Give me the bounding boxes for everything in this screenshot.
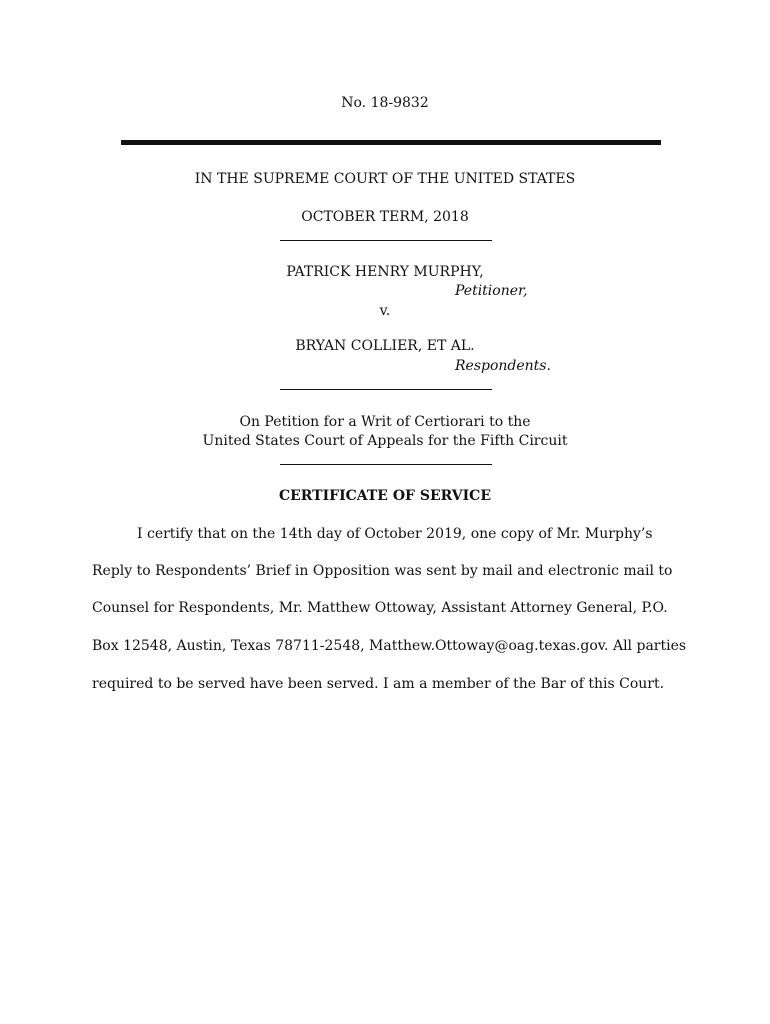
body-text-line: Box 12548, Austin, Texas 78711-2548, Matthew.Ottoway@oag.texas.gov. All parties xyxy=(92,638,687,654)
certificate-heading: CERTIFICATE OF SERVICE xyxy=(278,488,491,504)
header-rule xyxy=(121,140,661,145)
petitioner-role: Petitioner, xyxy=(455,283,528,299)
body-text-line: Counsel for Respondents, Mr. Matthew Ottoway, Assistant Attorney General, P.O. xyxy=(92,600,668,616)
body-text-line: required to be served have been served. I am a member of the Bar of this Court. xyxy=(92,676,665,692)
divider-rule xyxy=(280,464,492,465)
petition-line: On Petition for a Writ of Certiorari to the xyxy=(239,414,531,430)
petition-line: United States Court of Appeals for the Fifth Circuit xyxy=(202,433,568,449)
divider-rule xyxy=(280,240,492,241)
case-number: No. 18-9832 xyxy=(341,95,429,111)
respondent-name: BRYAN COLLIER, ET AL. xyxy=(295,338,475,354)
body-text-line: Reply to Respondents’ Brief in Opposition was sent by mail and electronic mail to xyxy=(92,563,673,579)
divider-rule xyxy=(280,389,492,390)
versus: v. xyxy=(379,303,391,319)
petitioner-name: PATRICK HENRY MURPHY, xyxy=(286,264,484,280)
body-text-line: I certify that on the 14th day of October 2019, one copy of Mr. Murphy’s xyxy=(137,526,653,542)
term: OCTOBER TERM, 2018 xyxy=(301,209,469,225)
court-name: IN THE SUPREME COURT OF THE UNITED STATES xyxy=(194,171,576,187)
respondent-role: Respondents. xyxy=(455,358,551,374)
